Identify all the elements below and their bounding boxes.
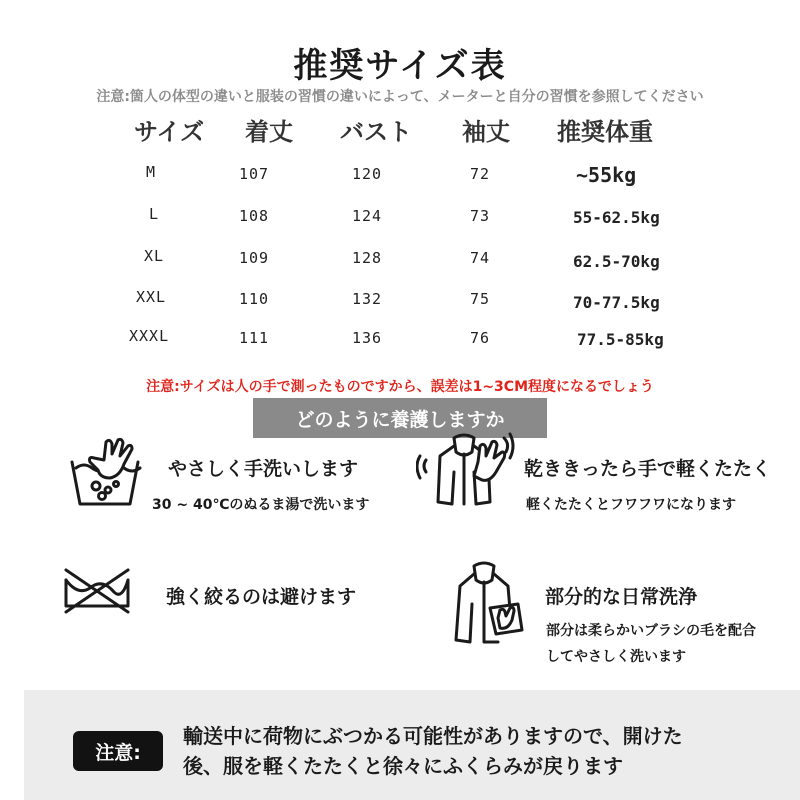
care-heading: どのように養護しますか xyxy=(295,409,505,431)
cell-size: XXL xyxy=(136,288,167,306)
cell-bust: 124 xyxy=(352,207,383,225)
care-title-no-wring: 強く絞るのは避けます xyxy=(166,586,357,608)
cell-sleeve: 74 xyxy=(470,249,491,267)
notice-badge-label: 注意: xyxy=(95,742,141,764)
care-sub2-spot-clean: してやさしく洗います xyxy=(546,649,686,665)
cell-sleeve: 72 xyxy=(470,165,491,183)
cell-bust: 132 xyxy=(352,290,383,308)
header-size: サイズ xyxy=(134,118,205,146)
header-weight: 推奨体重 xyxy=(557,118,653,146)
cell-size: XL xyxy=(144,247,165,265)
cell-length: 109 xyxy=(239,249,270,267)
header-bust: バスト xyxy=(340,118,412,146)
shipping-notice-line1: 輸送中に荷物にぶつかる可能性がありますので、開けた xyxy=(183,724,683,748)
cell-weight: 55-62.5kg xyxy=(573,208,660,227)
cell-bust: 136 xyxy=(352,329,383,347)
cell-size: M xyxy=(146,163,157,181)
care-title-hand-wash: やさしく手洗いします xyxy=(168,458,359,480)
cell-length: 111 xyxy=(239,329,270,347)
page-title: 推奨サイズ表 xyxy=(293,46,507,86)
hand-wash-icon xyxy=(66,436,152,510)
cell-bust: 128 xyxy=(352,249,383,267)
care-title-pat-dry: 乾ききったら手で軽くたたく xyxy=(524,458,772,480)
care-sub-pat-dry: 軽くたたくとフワフワになります xyxy=(526,497,736,513)
measurement-warning: 注意:サイズは人の手で測ったものですから、誤差は1~3CM程度になるでしょう xyxy=(146,379,654,395)
shipping-notice-line2: 後、服を軽くたたくと徐々にふくらみが戻ります xyxy=(183,754,623,778)
shipping-notice-text xyxy=(183,721,783,781)
body-type-note: 注意:箇人の体型の違いと服装の習慣の違いによって、メーターと自分の習慣を参照してください xyxy=(96,89,704,105)
cell-sleeve: 73 xyxy=(470,207,491,225)
cell-weight: ~55kg xyxy=(576,163,637,187)
cell-bust: 120 xyxy=(352,165,383,183)
care-sub-spot-clean: 部分は柔らかいブラシの毛を配合 xyxy=(546,623,756,639)
jacket-pat-icon xyxy=(416,432,516,512)
cell-weight: 62.5-70kg xyxy=(573,252,660,271)
no-wring-icon xyxy=(62,566,132,614)
spot-clean-icon xyxy=(448,560,528,650)
header-sleeve: 袖丈 xyxy=(462,118,510,146)
cell-sleeve: 76 xyxy=(470,329,491,347)
care-sub-hand-wash: 30 ~ 40℃のぬるま湯で洗います xyxy=(152,497,370,513)
cell-length: 108 xyxy=(239,207,270,225)
care-title-spot-clean: 部分的な日常洗浄 xyxy=(545,586,698,608)
cell-weight: 70-77.5kg xyxy=(573,293,660,312)
cell-size: XXXL xyxy=(129,327,170,345)
cell-weight: 77.5-85kg xyxy=(577,330,664,349)
header-length: 着丈 xyxy=(245,118,293,146)
cell-length: 110 xyxy=(239,290,270,308)
cell-sleeve: 75 xyxy=(470,290,491,308)
cell-length: 107 xyxy=(239,165,270,183)
cell-size: L xyxy=(149,205,160,223)
